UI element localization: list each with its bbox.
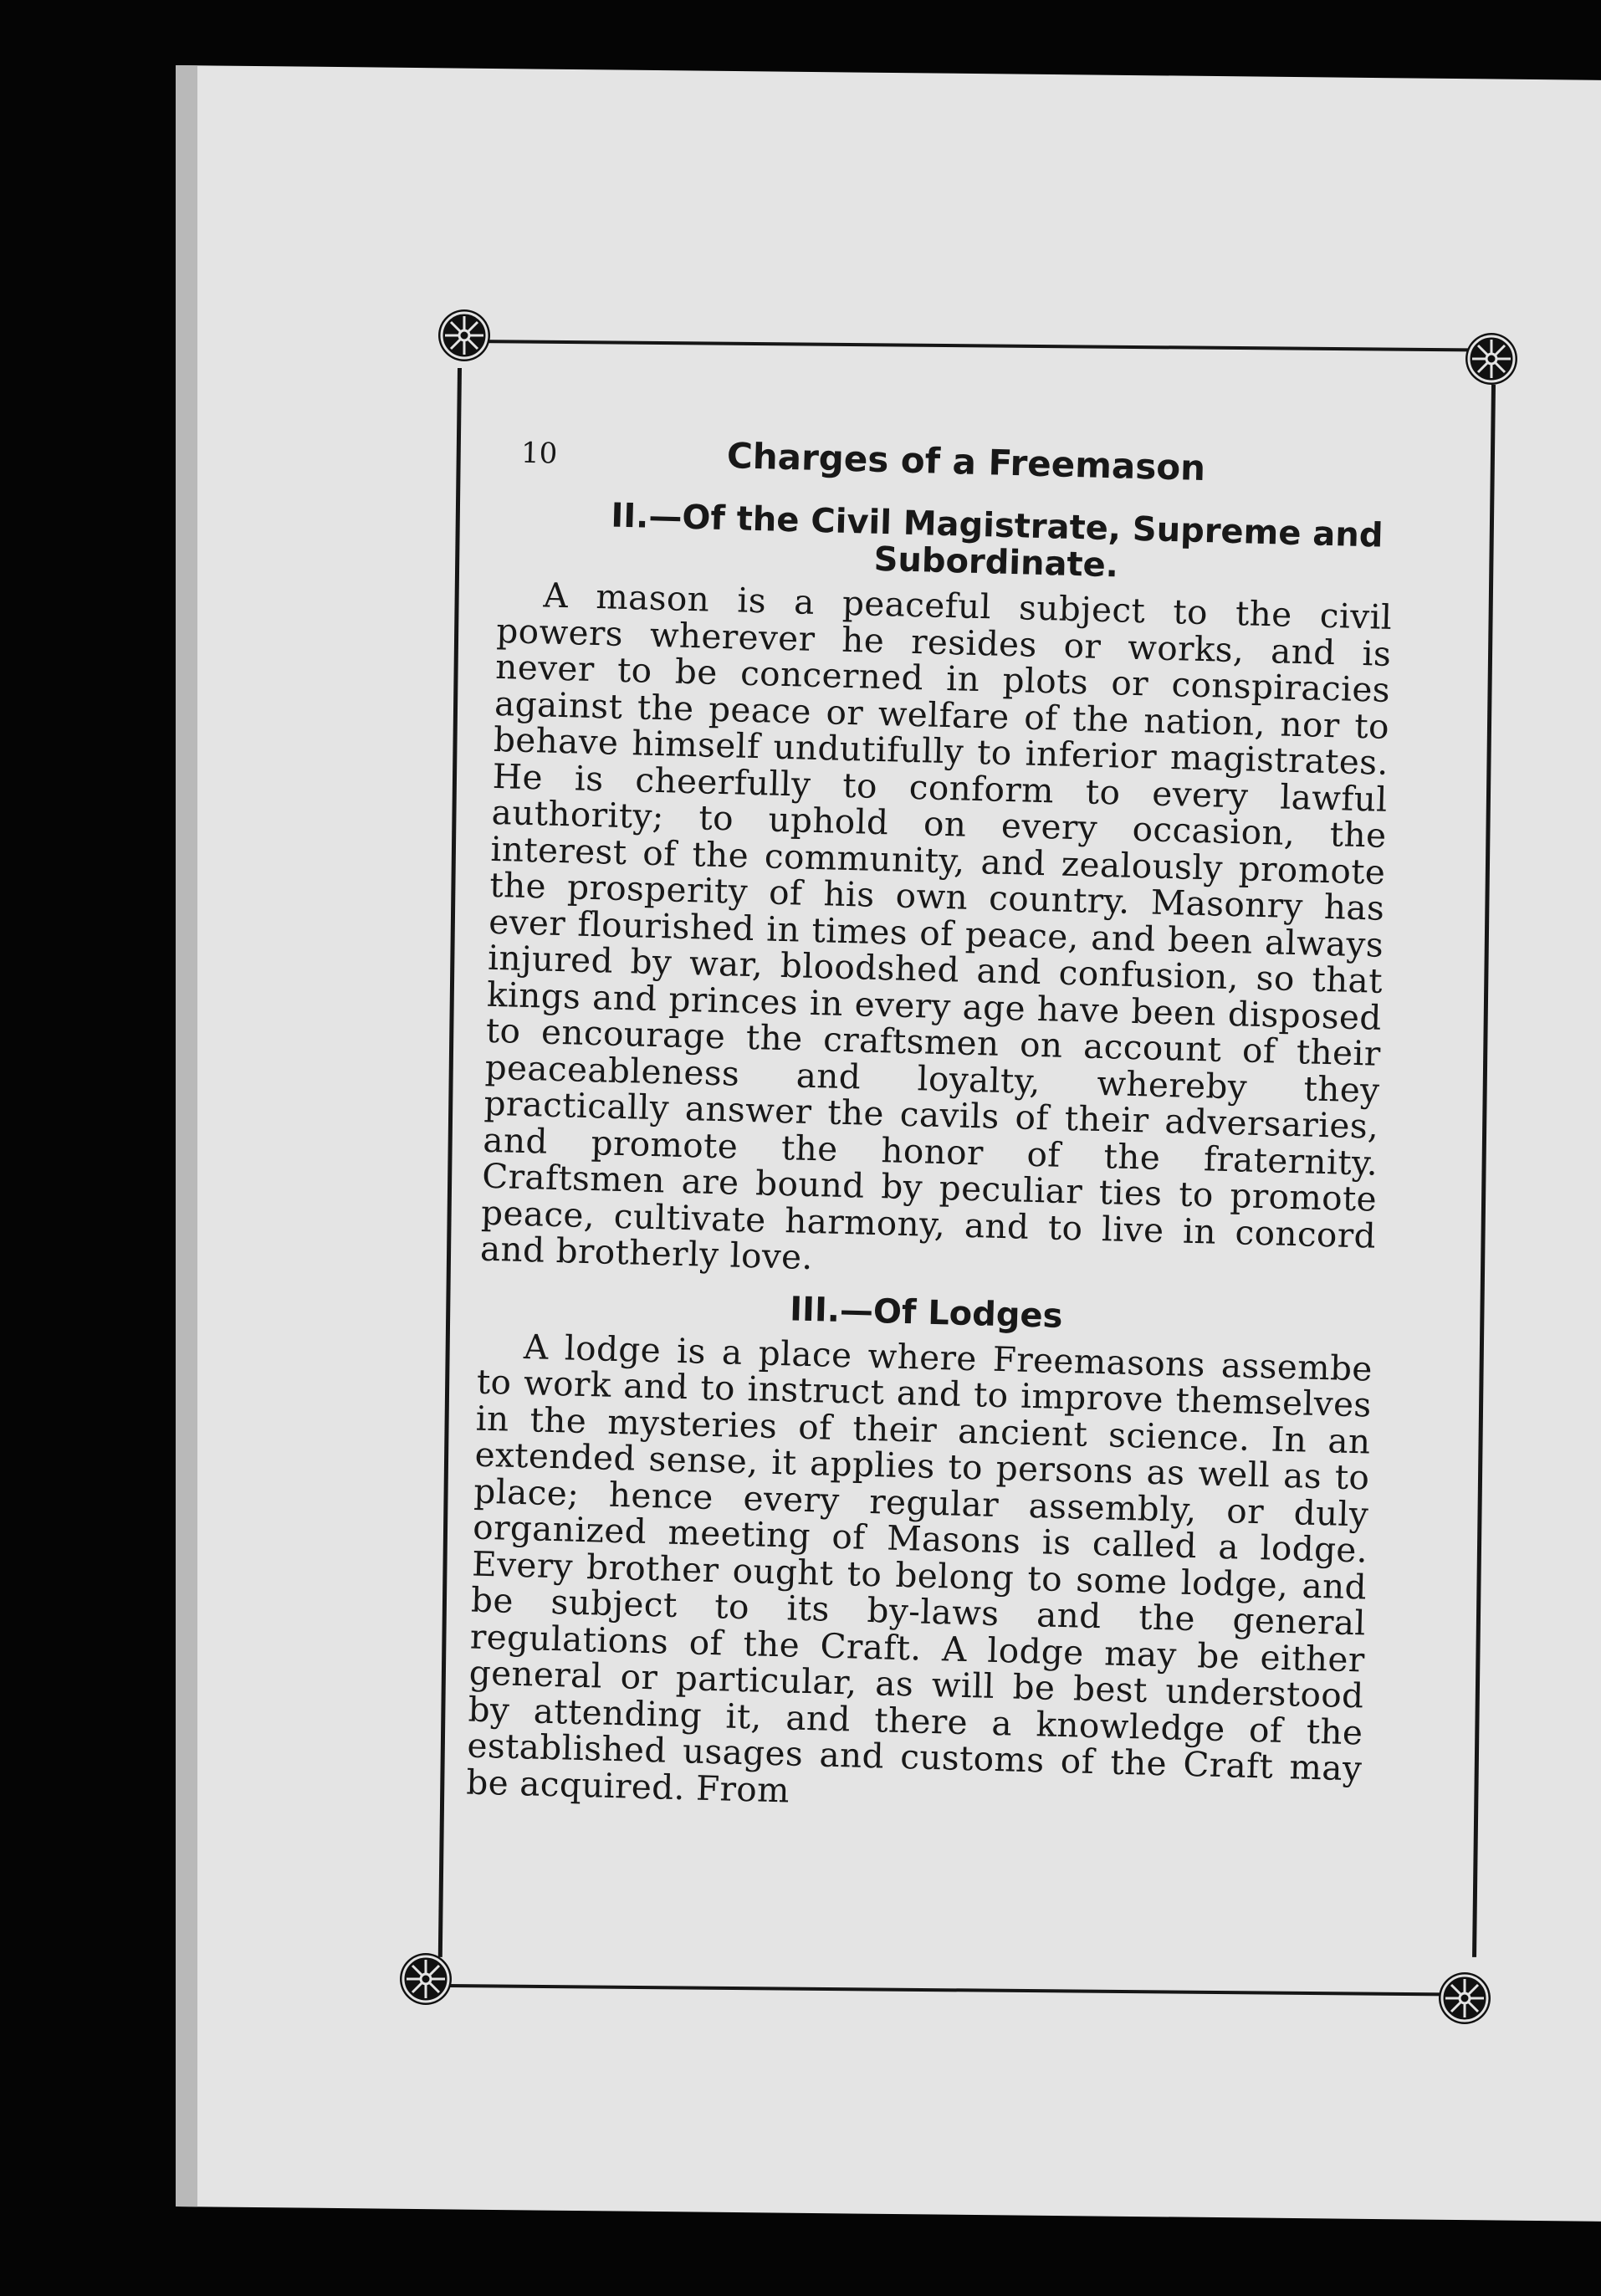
section-body: A mason is a peaceful subject to the civil powers wherever he resides or works, and is never to be concerned in plots or conspiracies against the peace or welfare of the nation, nor to behave himself undutifully to inferior magistrates. He is cheerfully to conform to every lawful authority; to uphold on every occasion, the interest of the community, and zealously promote the prosperity of his own country. Masonry has ever flourished in times of peace, and been always injured by war, bloodshed and confusion, so that kings and princes in every age have been disposed to encourage the craftsmen on account of their peaceableness and loyalty, whereby they practically answer the cavils of their adversaries, and promote the honor of the fraternity. Craftsmen are bound by peculiar ties to promote peace, cultivate harmony, and to live in concord and brotherly love.	[479, 575, 1393, 1278]
page-edge	[176, 65, 197, 2207]
running-head: Charges of a Freemason	[726, 435, 1206, 489]
rosette-icon	[438, 309, 490, 361]
page-content	[466, 422, 1397, 1823]
section-heading: II.—Of the Civil Magistrate, Supreme and Subordinate.	[610, 496, 1384, 586]
page-number: 10	[520, 436, 558, 471]
section-heading: III.—Of Lodges	[789, 1289, 1064, 1336]
rosette-icon	[400, 1953, 452, 2005]
rosette-icon	[1439, 1972, 1491, 2024]
section-body: A lodge is a place where Freemasons assembe to work and to instruct and to improve themselves in the mysteries of their ancient science. In an extended sense, it applies to persons as well as to place; hence every regular assembly, or duly organized meeting of Masons is called a lodge. Every brother ought to belong to some lodge, and be subject to its by-laws and the general regulations of the Craft. A lodge may be either general or particular, as will be best understood by attending it, and there a knowledge of the established usages and customs of the Craft may be acquired. From	[465, 1326, 1373, 1811]
rosette-icon	[1465, 333, 1517, 385]
